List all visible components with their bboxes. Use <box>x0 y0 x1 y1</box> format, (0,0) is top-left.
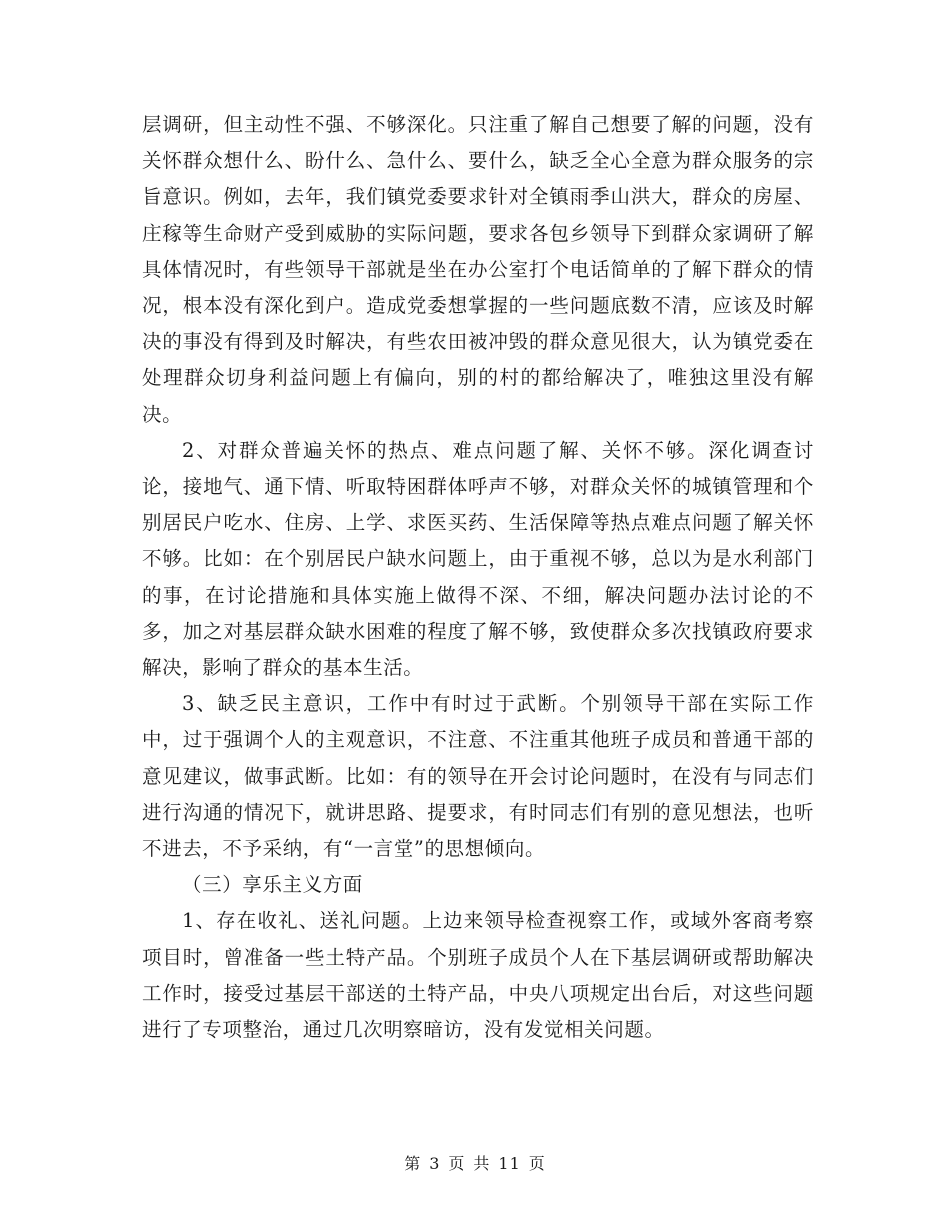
footer-page-middle: 页 <box>448 1154 466 1173</box>
footer-page-number: 3 <box>429 1154 441 1173</box>
paragraph-item-2: 2、对群众普遍关怀的热点、难点问题了解、关怀不够。深化调查讨论，接地气、通下情、听取特困群体呼声不够，对群众关怀的城镇管理和个别居民户吃水、住房、上学、求医买药、生活保障等热点难点问题了解关怀不够。比如：在个别居民户缺水问题上，由于重视不够，总以为是水利部门的事，在讨论措施和具体实施上做得不深、不细，解决问题办法讨论的不多，加之对基层群众缺水困难的程度了解不够，致使群众多次找镇政府要求解决，影响了群众的基本生活。 <box>142 438 814 680</box>
paragraph-item-1: 1、存在收礼、送礼问题。上边来领导检查视察工作，或域外客商考察项目时，曾准备一些土特产品。个别班子成员个人在下基层调研或帮助解决工作时，接受过基层干部送的土特产品，中央八项规定出台后，对这些问题进行了专项整治，通过几次明察暗访，没有发觉相关问题。 <box>142 909 814 1042</box>
document-body <box>142 107 814 1048</box>
paragraph-continuation: 层调研，但主动性不强、不够深化。只注重了解自己想要了解的问题，没有关怀群众想什么、盼什么、急什么、要什么，缺乏全心全意为群众服务的宗旨意识。例如，去年，我们镇党委要求针对全镇雨季山洪大，群众的房屋、庄稼等生命财产受到威胁的实际问题，要求各包乡领导下到群众家调研了解具体情况时，有些领导干部就是坐在办公室打个电话简单的了解下群众的情况，根本没有深化到户。造成党委想掌握的一些问题底数不清，应该及时解决的事没有得到及时解决，有些农田被冲毁的群众意见很大，认为镇党委在处理群众切身利益问题上有偏向，别的村的都给解决了，唯独这里没有解决。 <box>142 113 814 426</box>
footer-total-prefix: 共 <box>473 1154 491 1173</box>
footer-page-suffix: 页 <box>528 1154 546 1173</box>
paragraph-item-3: 3、缺乏民主意识，工作中有时过于武断。个别领导干部在实际工作中，过于强调个人的主观意识，不注意、不注重其他班子成员和普通干部的意见建议，做事武断。比如：有的领导在开会讨论问题时，在没有与同志们进行沟通的情况下，就讲思路、提要求，有时同志们有别的意见想法，也听不进去，不予采纳，有“一言堂”的思想倾向。 <box>142 692 814 861</box>
page-footer <box>0 1154 950 1174</box>
footer-total-pages: 11 <box>498 1154 521 1173</box>
footer-page-prefix: 第 <box>404 1154 422 1173</box>
section-heading: （三）享乐主义方面 <box>182 873 363 897</box>
